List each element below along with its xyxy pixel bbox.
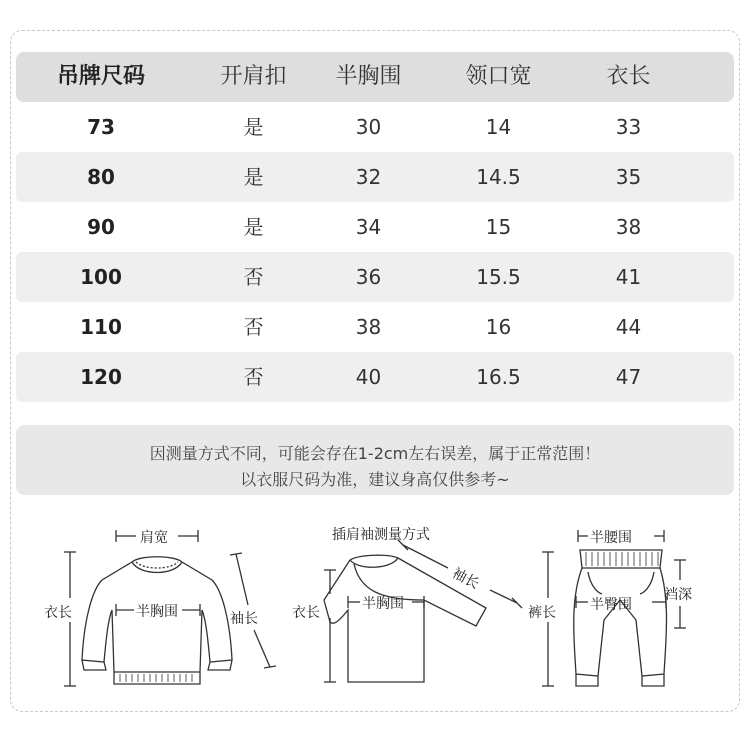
sweater-sleeve-label: 袖长	[230, 611, 258, 627]
size-table	[16, 52, 734, 402]
cell-neck-width: 16.5	[476, 365, 521, 389]
note-line-1: 因测量方式不同，可能会存在1-2cm左右误差，属于正常范围！	[149, 444, 601, 463]
raglan-diagram	[290, 510, 530, 700]
cell-neck-width: 15	[485, 215, 512, 239]
cell-neck-width: 14	[485, 115, 512, 139]
table-row	[16, 252, 734, 302]
sweater-length-label: 衣长	[44, 605, 72, 621]
cell-neck-width: 16	[485, 315, 512, 339]
header-half-chest: 半胸围	[335, 64, 402, 89]
table-row	[16, 152, 734, 202]
cell-half-chest: 36	[355, 265, 382, 289]
table-row	[16, 352, 734, 402]
cell-shoulder-button: 否	[243, 315, 264, 339]
cell-shoulder-button: 是	[243, 165, 264, 189]
cell-shoulder-button: 是	[243, 215, 264, 239]
measurement-note	[16, 425, 734, 495]
header-size: 吊牌尺码	[56, 64, 145, 89]
table-row	[16, 302, 734, 352]
pants-diagram	[530, 510, 730, 700]
cell-length: 47	[615, 365, 642, 389]
table-header	[16, 52, 734, 102]
cell-neck-width: 14.5	[476, 165, 521, 189]
cell-neck-width: 15.5	[476, 265, 521, 289]
note-line-2: 以衣服尺码为准，建议身高仅供参考~	[240, 470, 510, 489]
cell-shoulder-button: 否	[243, 365, 264, 389]
cell-size: 100	[80, 265, 122, 289]
cell-length: 33	[615, 115, 642, 139]
cell-half-chest: 40	[355, 365, 382, 389]
sweater-chest-label: 半胸围	[136, 604, 178, 620]
cell-length: 44	[615, 315, 642, 339]
waist-label: 半腰围	[590, 530, 632, 546]
cell-half-chest: 32	[355, 165, 382, 189]
sweater-diagram	[40, 510, 280, 700]
raglan-length-label: 衣长	[292, 605, 320, 621]
cell-size: 90	[87, 215, 115, 239]
cell-length: 38	[615, 215, 642, 239]
header-neck-width: 领口宽	[465, 64, 532, 89]
pants-length-label: 裤长	[528, 605, 556, 621]
raglan-sleeve-label: 袖长	[449, 565, 482, 593]
cell-shoulder-button: 是	[243, 115, 264, 139]
cell-half-chest: 38	[355, 315, 382, 339]
hip-label: 半臀围	[590, 597, 632, 613]
table-row	[16, 202, 734, 252]
raglan-chest-label: 半胸围	[362, 596, 404, 612]
cell-half-chest: 30	[355, 115, 382, 139]
cell-size: 110	[80, 315, 122, 339]
cell-size: 80	[87, 165, 115, 189]
cell-size: 73	[87, 115, 115, 139]
cell-half-chest: 34	[355, 215, 382, 239]
rise-label: 裆深	[664, 587, 692, 603]
header-shoulder-button: 开肩扣	[220, 64, 287, 89]
cell-length: 41	[615, 265, 642, 289]
header-length: 衣长	[606, 64, 651, 89]
cell-size: 120	[80, 365, 122, 389]
table-row	[16, 102, 734, 152]
cell-length: 35	[615, 165, 642, 189]
raglan-title: 插肩袖测量方式	[332, 527, 430, 543]
shoulder-width-label: 肩宽	[140, 530, 168, 546]
cell-shoulder-button: 否	[243, 265, 264, 289]
